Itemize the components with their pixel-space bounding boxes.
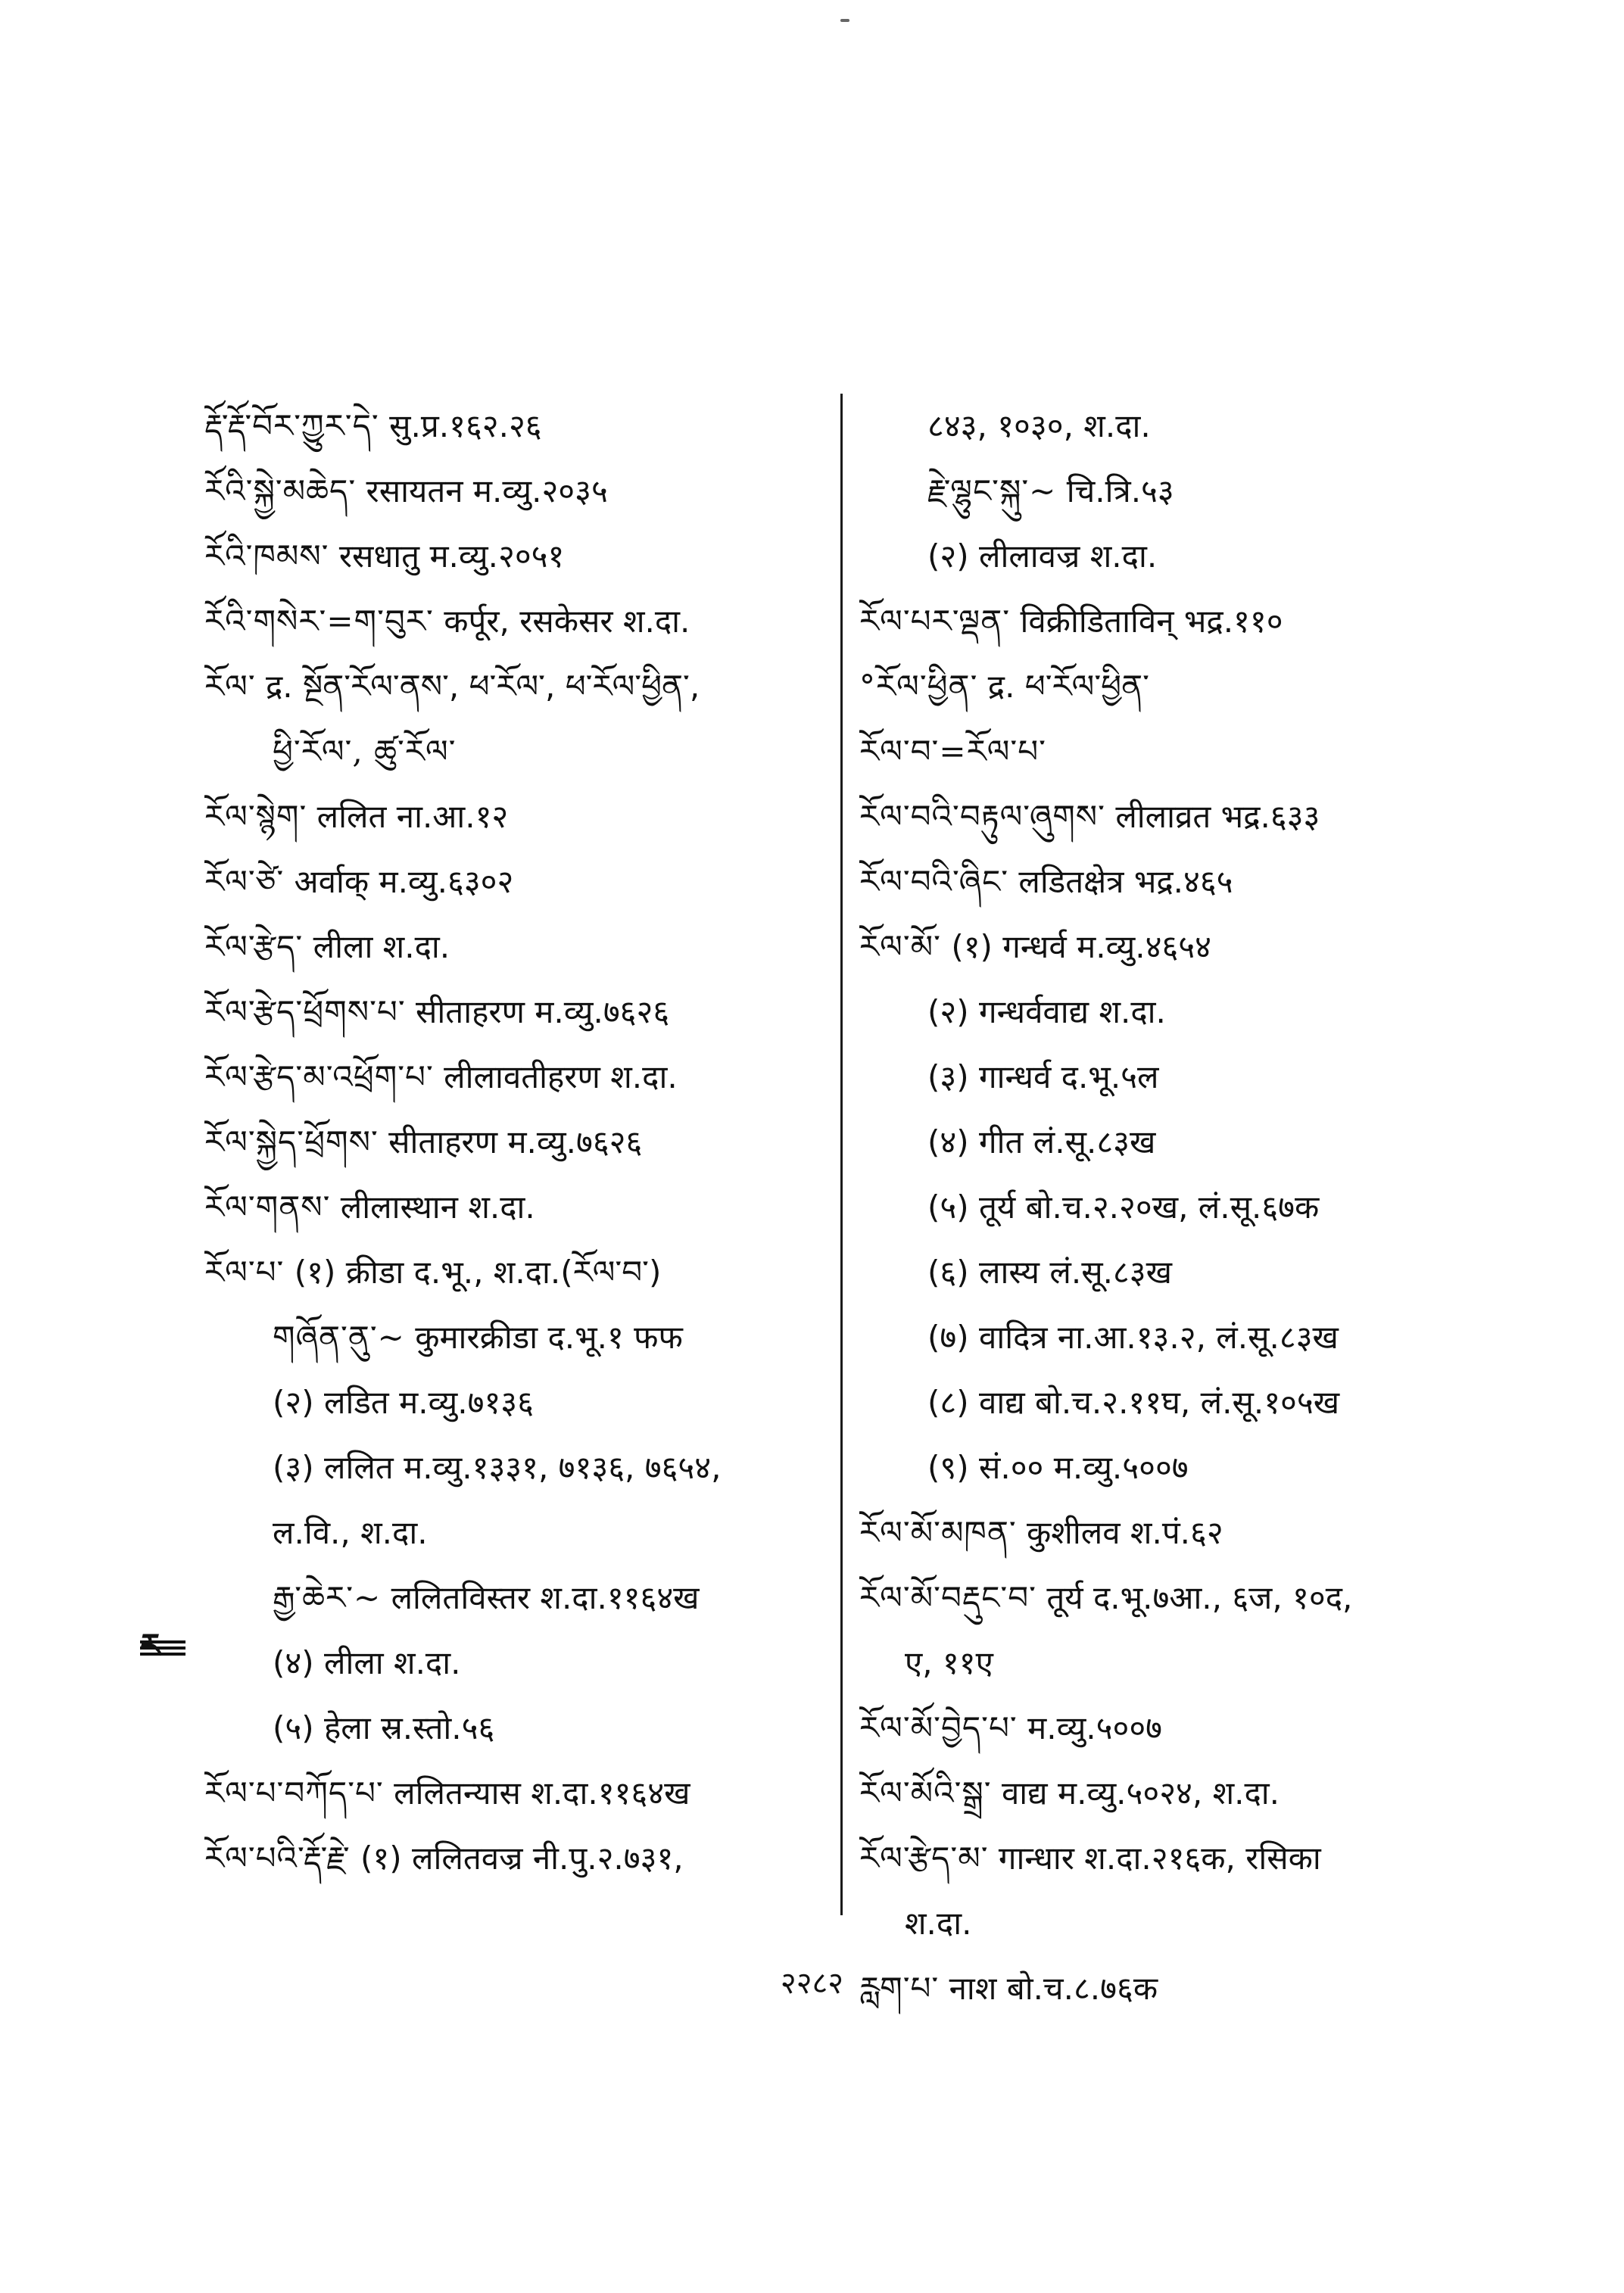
tibetan-headword: རོལ་གནས་ xyxy=(204,1189,331,1226)
sanskrit-equivalent: विक्रीडिताविन् भद्र.११० xyxy=(1020,603,1283,640)
sanskrit-equivalent: ए, ११ए xyxy=(905,1644,993,1681)
sanskrit-equivalent: (२) लडित म.व्यु.७१३६ xyxy=(273,1384,534,1421)
sanskrit-equivalent: कुमारक्रीडा द.भू.१ फफ xyxy=(415,1319,683,1356)
dictionary-entry-line xyxy=(204,459,840,524)
sanskrit-equivalent: सु.प्र.१६२.२६ xyxy=(389,407,542,444)
dictionary-entry-line xyxy=(204,1500,840,1566)
tibetan-headword: རྒྱ་ཆེར་~ xyxy=(273,1579,382,1616)
dictionary-entry-line xyxy=(204,1175,840,1240)
tibetan-headword: རླག་པ་ xyxy=(859,1970,940,2007)
margin-mark-bar xyxy=(140,1640,185,1643)
sanskrit-equivalent: ललित ना.आ.१२ xyxy=(316,798,509,835)
sanskrit-equivalent: (२) गन्धर्ववाद्य श.दा. xyxy=(927,993,1166,1030)
dictionary-entry-line xyxy=(859,1696,1526,1761)
sanskrit-equivalent: (४) लीला श.दा. xyxy=(273,1644,461,1681)
tibetan-headword: རོལ་མོ་བྱེད་པ་ xyxy=(859,1709,1018,1746)
sanskrit-equivalent: लीलाव्रत भद्र.६३३ xyxy=(1115,798,1320,835)
dictionary-entry-line xyxy=(204,1110,840,1175)
sanskrit-equivalent: रसायतन म.व्यु.२०३५ xyxy=(366,472,608,509)
dictionary-entry-line xyxy=(859,1370,1526,1435)
dictionary-entry-line xyxy=(204,1826,840,1891)
sanskrit-equivalent: ल.वि., श.दा. xyxy=(273,1514,428,1551)
tibetan-headword: རོལ་མོ་ xyxy=(859,928,941,965)
tibetan-headword: °རོལ་ཕྱིན་ xyxy=(859,668,978,705)
right-column xyxy=(859,394,1526,2021)
tibetan-headword: རོལ་བའི་ཞིང་ xyxy=(859,863,1009,900)
margin-mark-bar xyxy=(140,1653,185,1656)
dictionary-entry-line xyxy=(204,1761,840,1826)
sanskrit-equivalent: कर्पूर, रसकेसर श.दा. xyxy=(444,603,690,640)
dictionary-entry-line xyxy=(204,849,840,914)
dictionary-entry-line xyxy=(859,1826,1526,1891)
sanskrit-equivalent: ललितन्यास श.दा.११६४ख xyxy=(394,1774,690,1812)
sanskrit-equivalent: सीताहरण म.व्यु.७६२६ xyxy=(416,993,670,1030)
sanskrit-equivalent: (६) लास्य लं.सू.८३ख xyxy=(927,1254,1172,1291)
tibetan-headword: རོལ་པར་ལྡན་ xyxy=(859,603,1011,640)
sanskrit-equivalent: कुशीलव श.पं.६२ xyxy=(1027,1514,1223,1551)
tibetan-headword: རོལ་པའི་རྡོ་རྗེ་ xyxy=(204,1840,351,1877)
dictionary-entry-line xyxy=(204,1566,840,1631)
tibetan-headword: རོལ་རྩེད་མ་འཕྲོག་པ་ xyxy=(204,1058,434,1095)
dictionary-entry-line xyxy=(859,1305,1526,1370)
tibetan-headword: རོལ་བའི་བརྟུལ་ཞུགས་ xyxy=(859,798,1105,835)
dictionary-entry-line xyxy=(859,914,1526,980)
sanskrit-equivalent: (३) गान्धर्व द.भू.५ल xyxy=(927,1058,1159,1095)
tibetan-headword: རོལ་མོའི་སྒྲ་ xyxy=(859,1774,992,1812)
tibetan-headword: རྗེ་ལྷུང་སྐུ་~ xyxy=(927,472,1057,509)
tibetan-headword: རོལ་སྐྱེད་ཕྲོགས་ xyxy=(204,1123,379,1161)
scan-speck xyxy=(840,19,849,22)
sanskrit-equivalent: (५) हेला स्र.स्तो.५६ xyxy=(273,1709,495,1746)
dictionary-entry-line xyxy=(204,654,840,719)
dictionary-entry-line xyxy=(204,1305,840,1370)
dictionary-entry-line xyxy=(859,589,1526,654)
tibetan-headword: ཕྱི་རོལ་, ཚུ་རོལ་ xyxy=(273,733,457,770)
dictionary-entry-line xyxy=(204,719,840,784)
dictionary-entry-line xyxy=(859,849,1526,914)
sanskrit-equivalent: गान्धार श.दा.२१६क, रसिका xyxy=(998,1840,1321,1877)
sanskrit-equivalent: (२) लीलावज्र श.दा. xyxy=(927,537,1158,575)
sanskrit-equivalent: अर्वाक् म.व्यु.६३०२ xyxy=(294,863,514,900)
dictionary-entry-line xyxy=(859,1500,1526,1566)
tibetan-headword: གཞོན་ནུ་~ xyxy=(273,1319,405,1356)
dictionary-entry-line xyxy=(859,1435,1526,1500)
sanskrit-equivalent: लडितक्षेत्र भद्र.४६५ xyxy=(1018,863,1233,900)
dictionary-entry-line xyxy=(859,524,1526,589)
tibetan-headword: རོའི་ཁམས་ xyxy=(204,537,329,575)
sanskrit-equivalent: लीलास्थान श.दा. xyxy=(340,1189,535,1226)
sanskrit-equivalent: (१) ललितवज्र नी.पु.२.७३१, xyxy=(360,1840,684,1877)
dictionary-entry-line xyxy=(204,524,840,589)
column-divider xyxy=(840,394,843,1915)
sanskrit-equivalent: नाश बो.च.८.७६क xyxy=(949,1970,1158,2007)
sanskrit-equivalent: लीलावतीहरण श.दा. xyxy=(444,1058,678,1095)
sanskrit-equivalent: (४) गीत लं.सू.८३ख xyxy=(927,1123,1156,1161)
dictionary-entry-line xyxy=(204,1045,840,1110)
sanskrit-equivalent: (५) तूर्य बो.च.२.२०ख, लं.सू.६७क xyxy=(927,1189,1320,1226)
dictionary-entry-line xyxy=(859,1761,1526,1826)
sanskrit-equivalent: द्र. སྔོན་རོལ་ནས་, ཕ་རོལ་, ཕ་རོལ་ཕྱིན་, xyxy=(266,668,700,705)
tibetan-headword: རོལ་མོ་བརྡུང་བ་ xyxy=(859,1579,1036,1616)
dictionary-entry-line xyxy=(859,719,1526,784)
sanskrit-equivalent: (१) क्रीडा द.भू., श.दा.(རོལ་བ་) xyxy=(294,1254,662,1291)
sanskrit-equivalent: म.व्यु.५००७ xyxy=(1027,1709,1163,1746)
tibetan-headword: རོལ་པ་བཀོད་པ་ xyxy=(204,1774,384,1812)
dictionary-entry-line xyxy=(859,1045,1526,1110)
dictionary-entry-line xyxy=(859,784,1526,849)
sanskrit-equivalent: रसधातु म.व्यु.२०५१ xyxy=(338,537,565,575)
sanskrit-equivalent: ८४३, १०३०, श.दा. xyxy=(927,407,1151,444)
tibetan-headword: རོལ་བ་=རོལ་པ་ xyxy=(859,733,1046,770)
tibetan-headword: རྡོ་རྡོ་བོར་ཀྱུར་དེ་ xyxy=(204,407,379,444)
tibetan-headword: རོལ་མོ་མཁན་ xyxy=(859,1514,1017,1551)
dictionary-entry-line xyxy=(859,1631,1526,1696)
sanskrit-equivalent: (१) गन्धर्व म.व्यु.४६५४ xyxy=(951,928,1211,965)
section-margin-mark xyxy=(140,1609,187,1654)
dictionary-entry-line xyxy=(204,589,840,654)
tibetan-headword: རོལ་སྙེག་ xyxy=(204,798,307,835)
dictionary-entry-line xyxy=(204,914,840,980)
sanskrit-equivalent: श.दा. xyxy=(905,1905,972,1942)
dictionary-entry-line xyxy=(204,980,840,1045)
sanskrit-equivalent: (८) वाद्य बो.च.२.११घ, लं.सू.१०५ख xyxy=(927,1384,1340,1421)
dictionary-entry-line xyxy=(204,1240,840,1305)
dictionary-entry-line xyxy=(859,654,1526,719)
dictionary-entry-line xyxy=(204,1435,840,1500)
sanskrit-equivalent: सीताहरण म.व्यु.७६२६ xyxy=(388,1123,643,1161)
margin-mark-bar xyxy=(140,1647,185,1650)
dictionary-entry-line xyxy=(859,1175,1526,1240)
tibetan-headword: རོལ་རྩེད་ཕྲོགས་པ་ xyxy=(204,993,406,1030)
dictionary-entry-line xyxy=(859,459,1526,524)
margin-mark-glyph xyxy=(140,1609,161,1703)
dictionary-entry-line xyxy=(204,394,840,459)
tibetan-headword: རོའི་སྐྱེ་མཆེད་ xyxy=(204,472,357,509)
sanskrit-equivalent: वाद्य म.व्यु.५०२४, श.दा. xyxy=(1001,1774,1280,1812)
dictionary-entry-line xyxy=(204,1370,840,1435)
sanskrit-equivalent: चि.त्रि.५३ xyxy=(1066,472,1174,509)
sanskrit-equivalent: (७) वादित्र ना.आ.१३.२, लं.सू.८३ख xyxy=(927,1319,1339,1356)
dictionary-entry-line xyxy=(859,1110,1526,1175)
tibetan-headword: རོལ་རྩེད་ xyxy=(204,928,304,965)
tibetan-headword: རོལ་པ་ xyxy=(204,1254,285,1291)
tibetan-headword: རོལ་རྩེད་མ་ xyxy=(859,1840,989,1877)
dictionary-entry-line xyxy=(859,1891,1526,1956)
sanskrit-equivalent: तूर्य द.भू.७आ., ६ज, १०द, xyxy=(1046,1579,1353,1616)
dictionary-entry-line xyxy=(859,394,1526,459)
dictionary-entry-line xyxy=(859,1566,1526,1631)
tibetan-headword: རོལ་ xyxy=(204,668,256,705)
dictionary-entry-line xyxy=(859,1240,1526,1305)
sanskrit-equivalent: ललितविस्तर श.दा.११६४ख xyxy=(391,1579,700,1616)
tibetan-headword: རོལ་ཙེ་ xyxy=(204,863,285,900)
tibetan-headword: རོའི་གསེར་=ག་བུར་ xyxy=(204,603,434,640)
left-column xyxy=(204,394,840,1891)
dictionary-entry-line xyxy=(859,980,1526,1045)
sanskrit-equivalent: (३) ललित म.व्यु.१३३१, ७१३६, ७६५४, xyxy=(273,1449,722,1486)
sanskrit-equivalent: द्र. ཕ་རོལ་ཕྱིན་ xyxy=(987,668,1149,705)
dictionary-entry-line xyxy=(204,1696,840,1761)
dictionary-entry-line xyxy=(204,1631,840,1696)
dictionary-entry-line xyxy=(204,784,840,849)
sanskrit-equivalent: लीला श.दा. xyxy=(313,928,450,965)
sanskrit-equivalent: (९) सं.०० म.व्यु.५००७ xyxy=(927,1449,1189,1486)
page-number: २२८२ xyxy=(780,1966,844,2001)
